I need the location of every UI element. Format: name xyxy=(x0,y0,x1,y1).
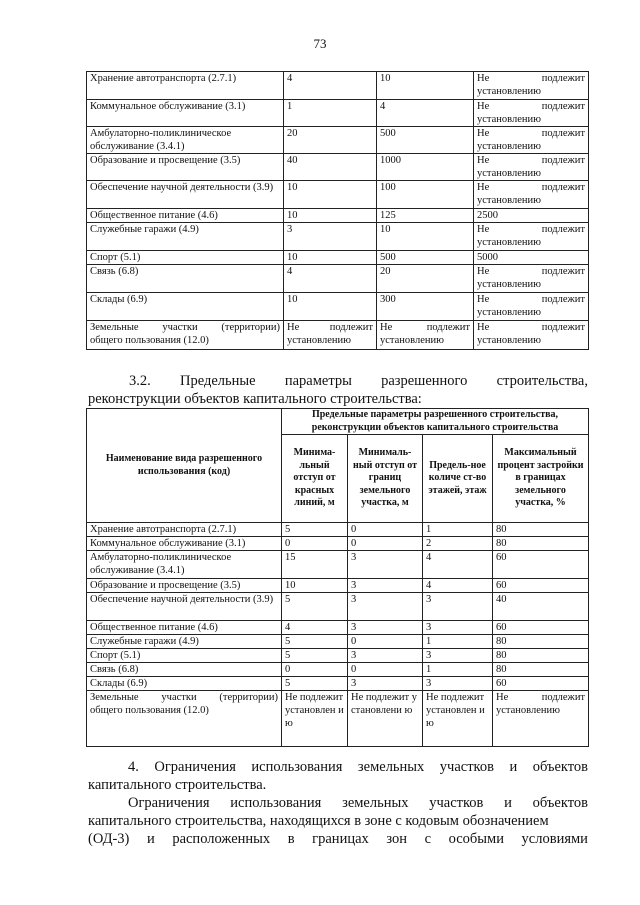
table-row xyxy=(87,551,589,579)
header-col2: Минималь-ный отступ от границ земельного участка, м xyxy=(348,435,423,523)
cell-line: установлению xyxy=(287,335,351,346)
value-cell: 80 xyxy=(493,537,589,551)
value-cell: 3 xyxy=(348,593,423,621)
cell-word: Не xyxy=(477,128,490,139)
use-name-cell: Амбулаторно-поликлиническое обслуживание (3.4.1) xyxy=(87,127,284,154)
value-cell xyxy=(474,321,589,350)
value-cell xyxy=(474,100,589,127)
header-name: Наименование вида разрешенного использования (код) xyxy=(87,409,282,523)
cell-word: подлежит xyxy=(541,224,585,235)
value-cell: 10 xyxy=(284,209,377,223)
value-cell: 4 xyxy=(282,621,348,635)
value-cell xyxy=(474,293,589,321)
value-cell: 60 xyxy=(493,677,589,691)
value-cell: 80 xyxy=(493,635,589,649)
value-cell: 10 xyxy=(284,293,377,321)
value-cell: Не подлежит установлен ию xyxy=(282,691,348,747)
value-cell xyxy=(474,154,589,181)
cell-line: установлению xyxy=(380,335,444,346)
cell-line xyxy=(477,209,585,222)
value-cell: 0 xyxy=(348,663,423,677)
table-row xyxy=(87,265,589,293)
cell-word: Не xyxy=(477,224,490,235)
cell-word: Не xyxy=(477,155,490,166)
value-cell: 4 xyxy=(423,551,493,579)
para-word: зон xyxy=(386,831,408,847)
cell-line xyxy=(477,321,585,334)
cell-line xyxy=(380,321,470,334)
value-cell: 5 xyxy=(282,635,348,649)
value-cell: 1 xyxy=(423,523,493,537)
value-cell: 10 xyxy=(284,181,377,209)
table-row xyxy=(87,72,589,100)
use-name-cell: Склады (6.9) xyxy=(87,293,284,321)
use-name-cell: Общественное питание (4.6) xyxy=(87,209,284,223)
para-word: расположенных xyxy=(172,831,271,847)
cell-word: подлежит xyxy=(541,294,585,305)
table-row xyxy=(87,593,589,621)
use-name-cell xyxy=(87,691,282,747)
use-name-cell: Образование и просвещение (3.5) xyxy=(87,154,284,181)
value-cell: 3 xyxy=(348,649,423,663)
table-row xyxy=(87,223,589,251)
use-name-cell: Амбулаторно-поликлиническое обслуживание (3.4.1) xyxy=(87,551,282,579)
value-cell: Не подлежит установлени ю xyxy=(348,691,423,747)
cell-line: установлению xyxy=(496,705,560,716)
value-cell: 0 xyxy=(282,663,348,677)
value-cell: 3 xyxy=(348,579,423,593)
table-row xyxy=(87,321,589,350)
table-row xyxy=(87,677,589,691)
cell-word: Не xyxy=(477,182,490,193)
section-3-2-heading: 3.2. Предельные параметры разрешенного строительства, реконструкции объектов капитального строительства: xyxy=(88,373,588,407)
table-row xyxy=(87,621,589,635)
para-word: участков xyxy=(429,795,484,811)
para-word: объектов xyxy=(532,795,588,811)
value-cell: 3 xyxy=(423,621,493,635)
value-cell xyxy=(377,321,474,350)
value-cell xyxy=(474,181,589,209)
value-cell: 1000 xyxy=(377,154,474,181)
cell-word: Не xyxy=(477,73,490,84)
value-cell xyxy=(474,72,589,100)
para-word: границах xyxy=(312,831,369,847)
value-cell xyxy=(474,223,589,251)
value-cell: 0 xyxy=(348,635,423,649)
cell-word: подлежит xyxy=(541,73,585,84)
cell-line xyxy=(477,100,585,113)
use-name-cell: Склады (6.9) xyxy=(87,677,282,691)
value-cell: 2 xyxy=(423,537,493,551)
value-cell: Не подлежит установлен ию xyxy=(423,691,493,747)
cell-word: подлежит xyxy=(541,322,585,333)
value-cell: 0 xyxy=(348,523,423,537)
cell-word: Не xyxy=(477,322,490,333)
cell-word: (территории) xyxy=(219,692,278,703)
cell-word: Не xyxy=(477,266,490,277)
cell-word: подлежит xyxy=(541,101,585,112)
para-word: и xyxy=(504,795,512,811)
value-cell: 80 xyxy=(493,663,589,677)
para-word: Ограничения xyxy=(154,759,236,775)
para-word: земельных xyxy=(357,759,425,775)
value-cell: 100 xyxy=(377,181,474,209)
value-cell: 125 xyxy=(377,209,474,223)
use-name-cell: Образование и просвещение (3.5) xyxy=(87,579,282,593)
value-cell: 0 xyxy=(282,537,348,551)
table-row xyxy=(87,100,589,127)
cell-line xyxy=(477,265,585,278)
cell-word: подлежит xyxy=(541,128,585,139)
land-use-table-2 xyxy=(86,408,589,747)
value-cell: 3 xyxy=(423,649,493,663)
para-word: 4. xyxy=(128,759,139,775)
cell-word: Земельные xyxy=(90,322,139,333)
para-word: и xyxy=(509,759,518,775)
table-row xyxy=(87,649,589,663)
value-cell: 0 xyxy=(348,537,423,551)
table-row xyxy=(87,635,589,649)
cell-word: Не xyxy=(477,294,490,305)
value-cell: 5 xyxy=(282,649,348,663)
use-name-cell xyxy=(87,321,284,350)
cell-line: установлению xyxy=(477,86,541,97)
para-word: (ОД-3) xyxy=(88,831,130,847)
cell-line xyxy=(477,154,585,167)
use-name-cell: Хранение автотранспорта (2.7.1) xyxy=(87,523,282,537)
value-cell: 15 xyxy=(282,551,348,579)
cell-word: подлежит xyxy=(541,182,585,193)
value-cell xyxy=(474,251,589,265)
cell-line xyxy=(477,293,585,306)
value-cell: 10 xyxy=(284,251,377,265)
cell-line: общего пользования (12.0) xyxy=(90,335,209,346)
use-name-cell: Обеспечение научной деятельности (3.9) xyxy=(87,181,284,209)
heading-word: Предельные xyxy=(180,373,256,389)
heading-word: параметры xyxy=(284,373,352,389)
cell-line xyxy=(496,691,585,704)
value-cell: 80 xyxy=(493,523,589,537)
table-row xyxy=(87,663,589,677)
use-name-cell: Коммунальное обслуживание (3.1) xyxy=(87,100,284,127)
table-row xyxy=(87,579,589,593)
value-cell: 10 xyxy=(377,223,474,251)
cell-word: участки xyxy=(162,322,198,333)
cell-word: подлежит xyxy=(541,692,586,703)
cell-word: участки xyxy=(161,692,197,703)
table-row xyxy=(87,209,589,223)
cell-line: установлению xyxy=(477,114,541,125)
value-cell: 4 xyxy=(423,579,493,593)
cell-line xyxy=(477,181,585,194)
value-cell: 3 xyxy=(348,677,423,691)
para-word: и xyxy=(146,831,155,847)
cell-line: установлению xyxy=(477,307,541,318)
value-cell: 300 xyxy=(377,293,474,321)
table-row xyxy=(87,523,589,537)
cell-line xyxy=(477,223,585,236)
use-name-cell: Общественное питание (4.6) xyxy=(87,621,282,635)
cell-line: установлению xyxy=(477,279,541,290)
table-row xyxy=(87,154,589,181)
value-cell: 1 xyxy=(423,635,493,649)
value-cell: 5 xyxy=(282,523,348,537)
value-cell: 3 xyxy=(348,621,423,635)
cell-word: Не xyxy=(496,692,509,703)
value-cell: 5 xyxy=(282,677,348,691)
use-name-cell: Служебные гаражи (4.9) xyxy=(87,635,282,649)
value-cell: 5 xyxy=(282,593,348,621)
para-word: использования xyxy=(251,759,343,775)
para-word: использования xyxy=(230,795,322,811)
use-name-cell: Служебные гаражи (4.9) xyxy=(87,223,284,251)
value-cell: 3 xyxy=(348,551,423,579)
para-word: с xyxy=(424,831,432,847)
value-cell: 20 xyxy=(284,127,377,154)
value-cell xyxy=(474,209,589,223)
cell-word: (территории) xyxy=(221,322,280,333)
value-cell xyxy=(474,265,589,293)
cell-word: Не xyxy=(380,322,393,333)
use-name-cell: Связь (6.8) xyxy=(87,265,284,293)
use-name-cell: Коммунальное обслуживание (3.1) xyxy=(87,537,282,551)
cell-line xyxy=(477,72,585,85)
cell-line: установлению xyxy=(477,335,541,346)
header-group: Предельные параметры разрешенного строительства, реконструкции объектов капитального строительства xyxy=(282,409,589,435)
header-col4: Максимальный процент застройки в границах земельного участка, % xyxy=(493,435,589,523)
para-word: особыми xyxy=(448,831,504,847)
cell-line: установлению xyxy=(477,237,541,248)
table-row xyxy=(87,181,589,209)
value-cell: 500 xyxy=(377,251,474,265)
para-word: Ограничения xyxy=(128,795,210,811)
cell-line xyxy=(477,251,585,264)
table-row xyxy=(87,293,589,321)
heading-word: разрешенного xyxy=(381,373,468,389)
value-cell xyxy=(493,691,589,747)
cell-word: подлежит xyxy=(426,322,470,333)
use-name-cell: Спорт (5.1) xyxy=(87,649,282,663)
use-name-cell: Связь (6.8) xyxy=(87,663,282,677)
value-cell: 3 xyxy=(423,677,493,691)
value-cell xyxy=(284,321,377,350)
value-cell: 10 xyxy=(377,72,474,100)
cell-line: установлению xyxy=(477,195,541,206)
cell-word: подлежит xyxy=(541,155,585,166)
value-cell: 20 xyxy=(377,265,474,293)
value-cell: 60 xyxy=(493,551,589,579)
heading-word: 3.2. xyxy=(129,373,151,389)
cell-word: Не xyxy=(287,322,300,333)
para-word: земельных xyxy=(342,795,409,811)
header-col1: Минима-льный отступ от красных линий, м xyxy=(282,435,348,523)
cell-line xyxy=(90,321,280,334)
table-row xyxy=(87,251,589,265)
value-cell: 3 xyxy=(423,593,493,621)
heading-word: строительства, xyxy=(496,373,588,389)
value-cell: 1 xyxy=(423,663,493,677)
use-name-cell: Хранение автотранспорта (2.7.1) xyxy=(87,72,284,100)
cell-line: общего пользования (12.0) xyxy=(90,705,209,716)
cell-word: подлежит xyxy=(541,266,585,277)
cell-word: подлежит xyxy=(329,322,373,333)
value-cell: 500 xyxy=(377,127,474,154)
table-row xyxy=(87,691,589,747)
cell-line xyxy=(90,691,278,704)
para-word: условиями xyxy=(521,831,588,847)
value-cell: 40 xyxy=(284,154,377,181)
land-use-table-1 xyxy=(86,71,589,350)
cell-line: установлению xyxy=(477,168,541,179)
para-word: в xyxy=(287,831,295,847)
cell-word: Земельные xyxy=(90,692,139,703)
cell-line: установлению xyxy=(477,141,541,152)
value-cell: 4 xyxy=(377,100,474,127)
table-row xyxy=(87,127,589,154)
cell-word: Не xyxy=(477,101,490,112)
value-cell: 1 xyxy=(284,100,377,127)
value-cell: 60 xyxy=(493,621,589,635)
value-cell: 3 xyxy=(284,223,377,251)
cell-line xyxy=(287,321,373,334)
value-cell: 40 xyxy=(493,593,589,621)
value-cell: 80 xyxy=(493,649,589,663)
cell-line xyxy=(477,127,585,140)
cell-word: 2500 xyxy=(477,210,498,221)
value-cell: 4 xyxy=(284,265,377,293)
value-cell xyxy=(474,127,589,154)
use-name-cell: Обеспечение научной деятельности (3.9) xyxy=(87,593,282,621)
value-cell: 60 xyxy=(493,579,589,593)
para-word: участков xyxy=(439,759,494,775)
value-cell: 10 xyxy=(282,579,348,593)
cell-word: 5000 xyxy=(477,252,498,263)
table-row xyxy=(87,537,589,551)
use-name-cell: Спорт (5.1) xyxy=(87,251,284,265)
header-col3: Предель-ное количе ст-во этажей, этаж xyxy=(423,435,493,523)
page-number: 73 xyxy=(313,36,327,51)
para-word: объектов xyxy=(532,759,588,775)
value-cell: 4 xyxy=(284,72,377,100)
section-4: 4. Ограничения использования земельных участков и объектов капитального строительства. Ограничения использования земельных участков и объектов капитального строительства, находящихся в зоне с кодовым обозначением (ОД-3) и расположенных в границах зон с особыми условиями xyxy=(88,759,588,847)
